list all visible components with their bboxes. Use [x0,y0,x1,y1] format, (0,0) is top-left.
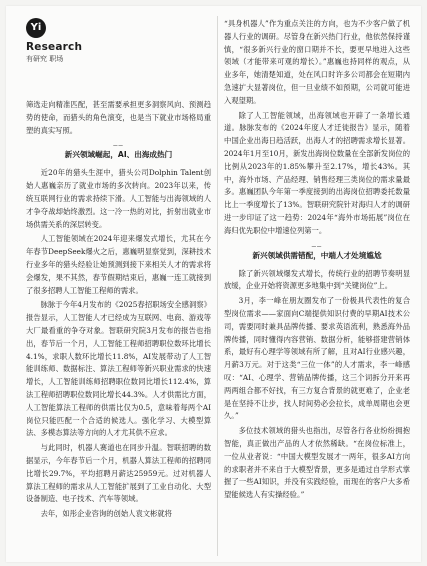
column-divider [217,16,218,556]
section-divider-mark: —— [113,141,124,150]
brand-title: Research [26,41,83,53]
body-paragraph: 去年，如彤企业咨询的创始人袁文彬就将 [40,509,172,519]
body-paragraph: 近20年的猎头生涯中，猎头公司Dolphin Talent创始人惠巍亲历了就业市场的多次转向。2023年以来，传统互联网行业的需求持续下滑。人工智能与出海领域的人才争夺战却始终激烈。这一冷一热的对比，折射出就业市场供需关系的深层转变。 [26,168,211,229]
section-divider-mark: —— [311,241,323,250]
body-paragraph: 脉脉于今年4月发布的《2025春招职场安全感洞察》报告显示，人工智能人才已经成为互联网、电商、游戏等大厂最看重的争夺对象。智联研究院3月发布的报告也指出，春节后一个月，人工智能工程师招聘职位数环比增长4.1%，求职人数环比增长11.8%，AI发展带动了人工智能训练师、数据标注、算法工程师等新兴职业需求的快速增长，人工智能训练师招聘职位数同比增长112.4%，算法工程师招聘职位数同比增长44.3%。人才供需比方面，人工智能算法工程师的供需比仅为0.5，意味着每两个AI岗位只能匹配一个合适的候选人。强化学习、大模型算法、多模态算法等方向的人才尤其供不应求。 [26,300,211,438]
brand-logo: Yi [26,18,46,38]
body-paragraph: 与此同时，机器人赛道也在同步升温。智联招聘的数据显示，今年春节后一个月，机器人算法工程师的招聘同比增长29.7%，平均招聘月薪达25959元。过对机器人算法工程师的需求从人工智能扩展到了工业自动化、大型设备制造、电子技术、汽车等领域。 [26,443,211,504]
section-heading [26,141,211,161]
section-title: 新兴领域崛起，AI、出海成热门 [64,150,173,160]
brand-header [26,18,116,64]
brand-subtitle: 有研究 职场 [26,55,64,63]
section-heading [224,242,410,262]
body-paragraph: 除了新兴领域爆发式增长，传统行业的招聘节奏明显放缓，企业开始将资源更多地集中到“关键岗位”上。 [224,268,410,291]
body-paragraph: 人工智能领域在2024年迎来爆发式增长，尤其在今年春节DeepSeek爆火之后，惠巍明显察觉到，深耕技术行业多年的猎头经验让她预测到接下来相关人才的需求将会爆发，果不其然，春节假期结束后，惠巍一连工就接到了很多招聘人工智能工程师的需求。 [26,234,211,295]
body-paragraph: “具身机器人”作为重点关注的方向，也为不少客户做了机器人行业的调研。尽管身在新兴热门行业，他依然保持谨慎，“很多新兴行业的窗口期并不长，要更早地进入这些领域（才能带来可观的增长）。”惠巍也持同样的观点，从业多年，她清楚知道，处在风口时许多公司都会在短期内急速扩大显著岗位，但一旦业绩不如预期，公司就可能进入观望期。 [224,19,410,105]
body-paragraph: 3月，李一峰在朋友圈发布了一份极具代表性的复合型岗位需求——家面向C端提供知识付费的早期AI技术公司，需要同时兼具品牌传播、要求英语流利，熟悉海外品牌传播，同时懂得内容营销、数据分析，能够搭建营销体系，最好有心理学等领域有所了解，且对AI行业感兴趣，月薪3万元。对于这类“三位一体”的人才需求，李一峰感叹：“AI、心理学、营销品牌传播，这三个词拆分开来再两两组合都不好找，有三方复合背景的就更难了，企业老是在坚持不让步，找人时间势必会拉长，成单周期也会更久。” [224,296,410,421]
body-paragraph: 多位技术领域的猎头也指出，尽管各行各业纷纷拥抱智能，真正做出产品的人才依然稀缺。“在岗位标准上，一位从业者说：“中国大模型发展才一两年，很多AI方向的求职者并不来自于大模型背景，更多是通过自学形式掌握了一些AI知识，并没有实践经验，而现在的客户大多希望能候选人有实操经验。” [224,426,410,500]
article-page [6,6,421,562]
body-paragraph: 除了人工智能领域，出海领域也开辟了一条增长通道。脉脉发布的《2024年度人才迁徙报告》显示，随着中国企业出海日趋活跃，出海人才的招聘需求增长显著。2024年1月至10月，新发出海岗位数量在全部新发岗位的比例从2023年的1.85%攀升至2.17%，增长43%。其中，海外市场、产品经理、销售经理三类岗位的需求量最多。惠巍团队今年第一季度接到的出海岗位招聘委托数量比上一季度增长了13%。智联研究院针对海归人才的调研进一步印证了这一趋势：2024年“海外市场拓展”岗位在海归优先职位中增速位列第一。 [224,110,410,235]
left-column [26,99,211,523]
right-column [224,18,410,504]
body-paragraph: 筛选走向精准匹配，甚至需要承担更多洞察风向、预测趋势的使命，而猎头的角色演变，也是当下就业市场格局重塑的真实写照。 [26,100,211,135]
section-title: 新兴领域供需错配，中端人才处境尴尬 [252,250,382,260]
